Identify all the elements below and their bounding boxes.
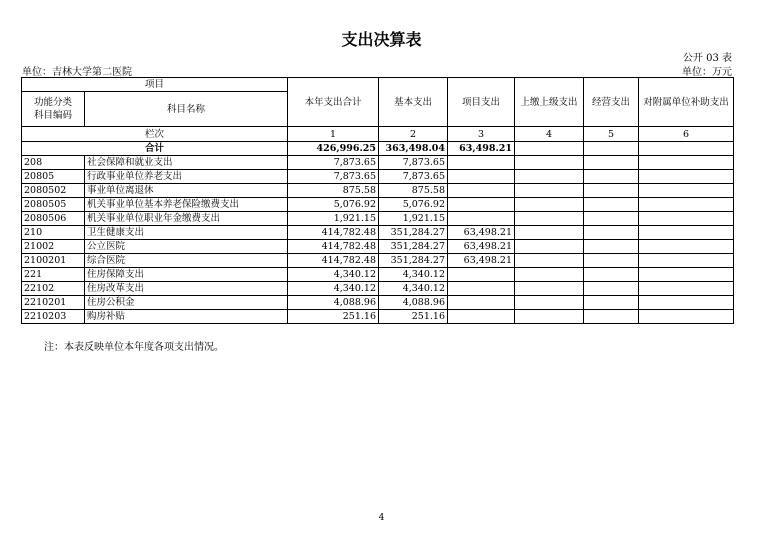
row-project bbox=[448, 170, 515, 184]
row-basic: 4,340.12 bbox=[379, 282, 448, 296]
row-subsidy bbox=[639, 212, 734, 226]
table-row bbox=[22, 254, 734, 268]
row-upper bbox=[515, 226, 584, 240]
row-subsidy bbox=[639, 198, 734, 212]
page-number: 4 bbox=[378, 513, 385, 523]
currency-unit: 单位：万元 bbox=[682, 67, 732, 78]
row-code: 20805 bbox=[22, 170, 85, 184]
row-upper bbox=[515, 212, 584, 226]
table-row bbox=[22, 212, 734, 226]
table-row bbox=[22, 310, 734, 324]
row-project bbox=[448, 296, 515, 310]
row-code: 2210203 bbox=[22, 310, 85, 324]
row-business bbox=[584, 156, 639, 170]
row-basic: 351,284.27 bbox=[379, 240, 448, 254]
header-upper: 上缴上级支出 bbox=[515, 78, 584, 127]
table-row bbox=[22, 184, 734, 198]
row-name: 机关事业单位基本养老保险缴费支出 bbox=[85, 198, 288, 212]
row-code: 22102 bbox=[22, 282, 85, 296]
row-subsidy bbox=[639, 170, 734, 184]
total-upper bbox=[515, 142, 584, 156]
row-subsidy bbox=[639, 282, 734, 296]
row-upper bbox=[515, 310, 584, 324]
row-subsidy bbox=[639, 240, 734, 254]
table-row bbox=[22, 226, 734, 240]
table-row bbox=[22, 268, 734, 282]
row-code: 2080502 bbox=[22, 184, 85, 198]
row-code: 21002 bbox=[22, 240, 85, 254]
row-basic: 4,088.96 bbox=[379, 296, 448, 310]
row-upper bbox=[515, 268, 584, 282]
row-basic: 7,873.65 bbox=[379, 170, 448, 184]
header-project: 项目支出 bbox=[448, 78, 515, 127]
row-basic: 351,284.27 bbox=[379, 254, 448, 268]
row-code: 2100201 bbox=[22, 254, 85, 268]
row-subsidy bbox=[639, 254, 734, 268]
document-title: 支出决算表 bbox=[341, 30, 422, 49]
row-project: 63,498.21 bbox=[448, 226, 515, 240]
header-column-no: 栏次 bbox=[22, 127, 288, 142]
table-row bbox=[22, 296, 734, 310]
row-total: 1,921.15 bbox=[288, 212, 379, 226]
row-total: 7,873.65 bbox=[288, 156, 379, 170]
header-total: 本年支出合计 bbox=[288, 78, 379, 127]
row-code: 210 bbox=[22, 226, 85, 240]
row-name: 综合医院 bbox=[85, 254, 288, 268]
table-row bbox=[22, 156, 734, 170]
row-total: 5,076.92 bbox=[288, 198, 379, 212]
row-project bbox=[448, 282, 515, 296]
row-subsidy bbox=[639, 310, 734, 324]
header-subsidy: 对附属单位补助支出 bbox=[639, 78, 734, 127]
row-name: 购房补贴 bbox=[85, 310, 288, 324]
col-num: 1 bbox=[288, 127, 379, 142]
expenditure-table bbox=[21, 77, 734, 324]
row-code: 2080505 bbox=[22, 198, 85, 212]
row-name: 住房改革支出 bbox=[85, 282, 288, 296]
row-subsidy bbox=[639, 296, 734, 310]
row-basic: 5,076.92 bbox=[379, 198, 448, 212]
row-subsidy bbox=[639, 226, 734, 240]
row-business bbox=[584, 268, 639, 282]
header-code: 功能分类 科目编码 bbox=[22, 92, 85, 127]
row-subsidy bbox=[639, 156, 734, 170]
row-business bbox=[584, 198, 639, 212]
header-name: 科目名称 bbox=[85, 92, 288, 127]
row-total: 414,782.48 bbox=[288, 226, 379, 240]
header-basic: 基本支出 bbox=[379, 78, 448, 127]
row-project bbox=[448, 156, 515, 170]
row-project bbox=[448, 184, 515, 198]
row-project bbox=[448, 212, 515, 226]
row-name: 社会保障和就业支出 bbox=[85, 156, 288, 170]
col-num: 4 bbox=[515, 127, 584, 142]
row-upper bbox=[515, 156, 584, 170]
row-upper bbox=[515, 282, 584, 296]
row-business bbox=[584, 184, 639, 198]
row-upper bbox=[515, 296, 584, 310]
row-basic: 875.58 bbox=[379, 184, 448, 198]
row-basic: 251.16 bbox=[379, 310, 448, 324]
total-total: 426,996.25 bbox=[288, 142, 379, 156]
table-row bbox=[22, 198, 734, 212]
col-num: 6 bbox=[639, 127, 734, 142]
footnote: 注：本表反映单位本年度各项支出情况。 bbox=[44, 342, 224, 353]
row-upper bbox=[515, 170, 584, 184]
row-name: 住房保障支出 bbox=[85, 268, 288, 282]
row-project: 63,498.21 bbox=[448, 240, 515, 254]
total-row bbox=[22, 142, 734, 156]
table-row bbox=[22, 240, 734, 254]
col-num: 3 bbox=[448, 127, 515, 142]
header-business: 经营支出 bbox=[584, 78, 639, 127]
row-project: 63,498.21 bbox=[448, 254, 515, 268]
row-upper bbox=[515, 254, 584, 268]
row-total: 251.16 bbox=[288, 310, 379, 324]
total-subsidy bbox=[639, 142, 734, 156]
total-business bbox=[584, 142, 639, 156]
row-business bbox=[584, 282, 639, 296]
row-name: 事业单位离退休 bbox=[85, 184, 288, 198]
row-basic: 351,284.27 bbox=[379, 226, 448, 240]
row-business bbox=[584, 296, 639, 310]
reporting-unit: 单位：吉林大学第二医院 bbox=[22, 67, 132, 78]
row-upper bbox=[515, 240, 584, 254]
row-name: 行政事业单位养老支出 bbox=[85, 170, 288, 184]
row-total: 414,782.48 bbox=[288, 254, 379, 268]
row-subsidy bbox=[639, 184, 734, 198]
form-number: 公开 03 表 bbox=[682, 53, 732, 64]
row-upper bbox=[515, 184, 584, 198]
row-code: 2080506 bbox=[22, 212, 85, 226]
row-business bbox=[584, 212, 639, 226]
row-total: 4,340.12 bbox=[288, 268, 379, 282]
row-total: 4,340.12 bbox=[288, 282, 379, 296]
row-code: 208 bbox=[22, 156, 85, 170]
col-num: 2 bbox=[379, 127, 448, 142]
row-name: 住房公积金 bbox=[85, 296, 288, 310]
total-label: 合计 bbox=[22, 142, 288, 156]
row-subsidy bbox=[639, 268, 734, 282]
row-project bbox=[448, 198, 515, 212]
row-business bbox=[584, 240, 639, 254]
row-total: 4,088.96 bbox=[288, 296, 379, 310]
row-code: 2210201 bbox=[22, 296, 85, 310]
col-num: 5 bbox=[584, 127, 639, 142]
row-code: 221 bbox=[22, 268, 85, 282]
row-project bbox=[448, 310, 515, 324]
total-project: 63,498.21 bbox=[448, 142, 515, 156]
table-row bbox=[22, 170, 734, 184]
row-business bbox=[584, 226, 639, 240]
row-business bbox=[584, 170, 639, 184]
row-basic: 1,921.15 bbox=[379, 212, 448, 226]
row-name: 卫生健康支出 bbox=[85, 226, 288, 240]
row-business bbox=[584, 310, 639, 324]
row-project bbox=[448, 268, 515, 282]
row-total: 875.58 bbox=[288, 184, 379, 198]
row-basic: 7,873.65 bbox=[379, 156, 448, 170]
row-business bbox=[584, 254, 639, 268]
row-total: 7,873.65 bbox=[288, 170, 379, 184]
row-total: 414,782.48 bbox=[288, 240, 379, 254]
row-name: 机关事业单位职业年金缴费支出 bbox=[85, 212, 288, 226]
table-row bbox=[22, 282, 734, 296]
row-basic: 4,340.12 bbox=[379, 268, 448, 282]
total-basic: 363,498.04 bbox=[379, 142, 448, 156]
row-name: 公立医院 bbox=[85, 240, 288, 254]
row-upper bbox=[515, 198, 584, 212]
header-item-group: 项目 bbox=[22, 78, 288, 92]
